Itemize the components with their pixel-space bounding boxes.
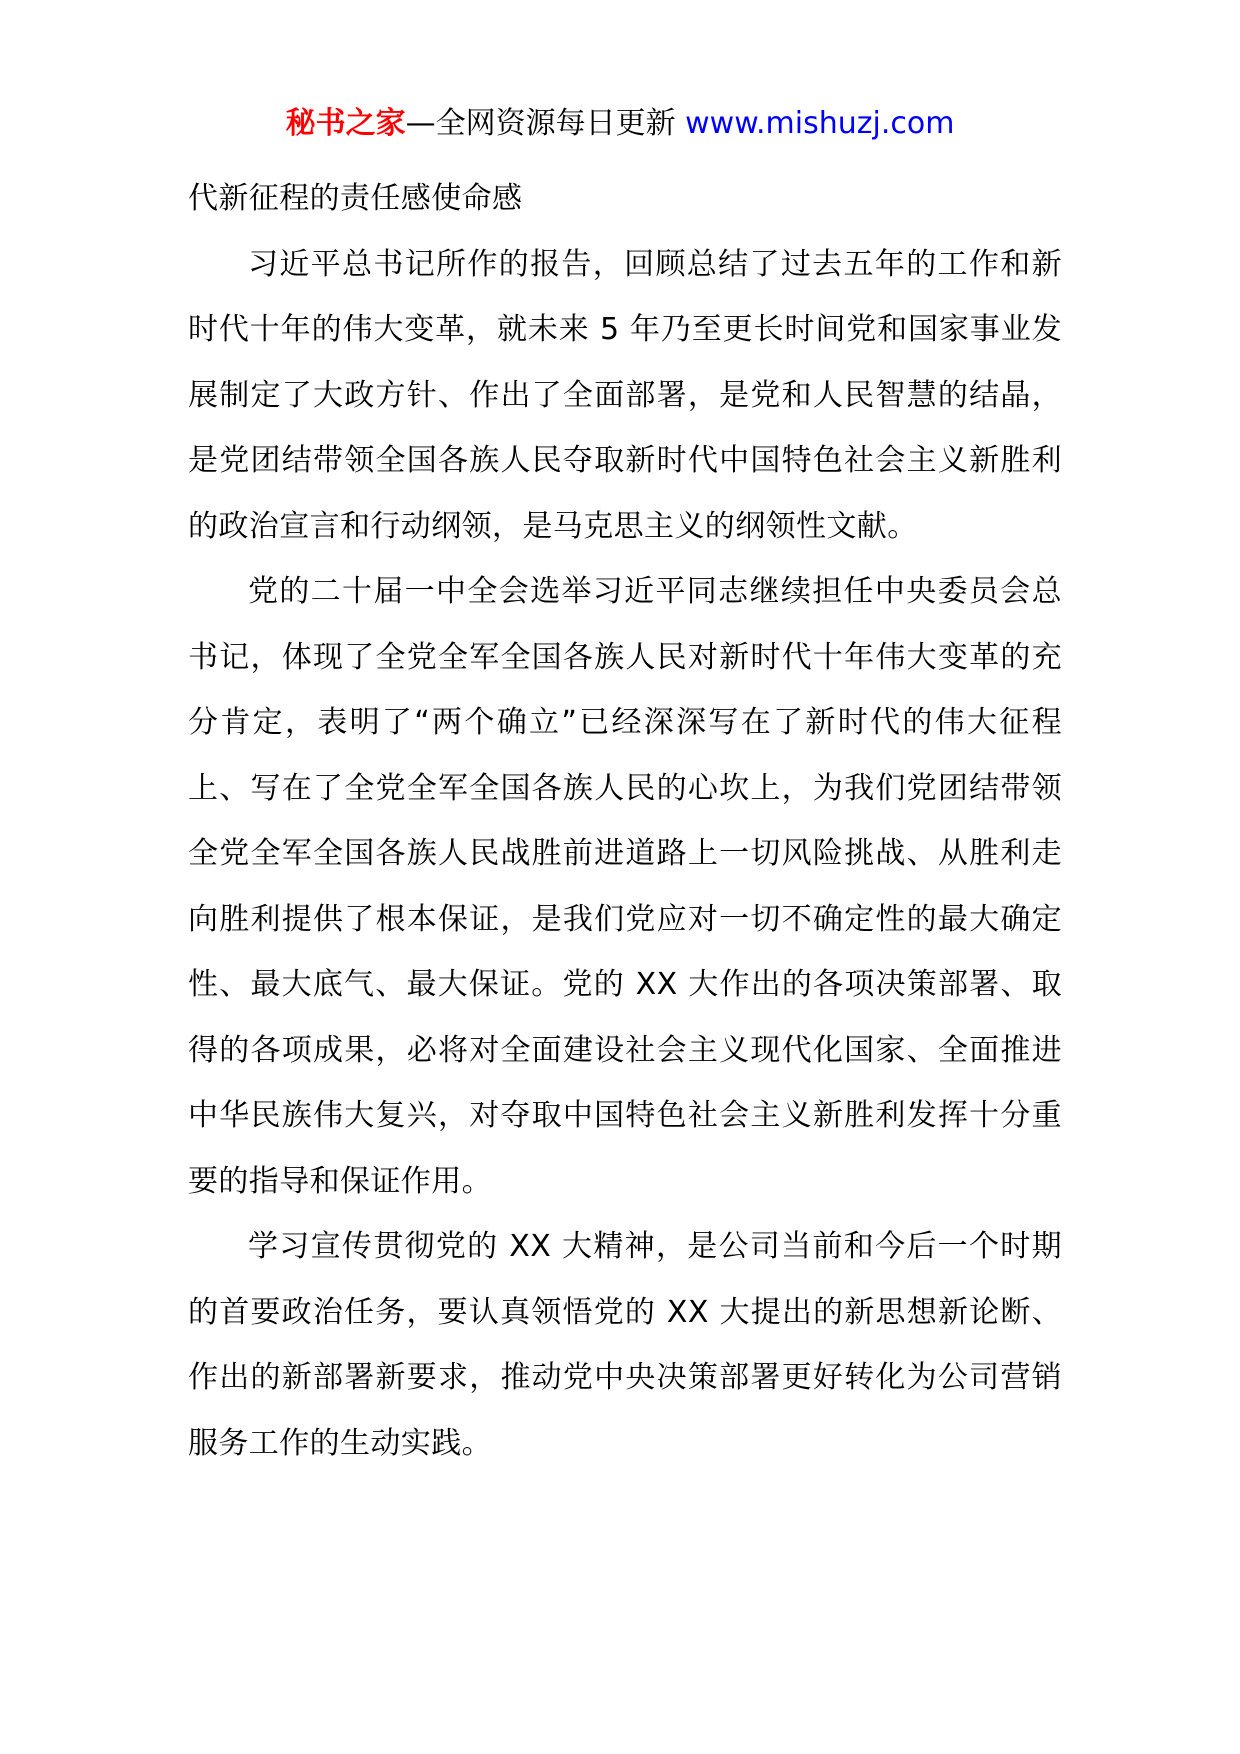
header-tagline: —全网资源每日更新 xyxy=(405,106,676,141)
document-body xyxy=(188,166,1062,1476)
paragraph: 党的二十届一中全会选举习近平同志继续担任中央委员会总书记，体现了全党全军全国各族人民对新时代十年伟大变革的充分肯定，表明了“两个确立”已经深深写在了新时代的伟大征程上、写在了全党全军全国各族人民的心坎上，为我们党团结带领全党全军全国各族人民战胜前进道路上一切风险挑战、从胜利走向胜利提供了根本保证，是我们党应对一切不确定性的最大确定性、最大底气、最大保证。党的 XX 大作出的各项决策部署、取得的各项成果，必将对全面建设社会主义现代化国家、全面推进中华民族伟大复兴，对夺取中国特色社会主义新胜利发挥十分重要的指导和保证作用。 xyxy=(188,574,1062,1199)
header-brand: 秘书之家 xyxy=(285,106,406,141)
paragraph-continuation: 代新征程的责任感使命感 xyxy=(188,181,523,216)
paragraph: 习近平总书记所作的报告，回顾总结了过去五年的工作和新时代十年的伟大变革，就未来 5 年乃至更长时间党和国家事业发展制定了大政方针、作出了全面部署，是党和人民智慧的结晶，是党团结带领全国各族人民夺取新时代中国特色社会主义新胜利的政治宣言和行动纲领，是马克思主义的纲领性文献。 xyxy=(188,246,1062,544)
paragraph: 学习宣传贯彻党的 XX 大精神，是公司当前和今后一个时期的首要政治任务，要认真领悟党的 XX 大提出的新思想新论断、作出的新部署新要求，推动党中央决策部署更好转化为公司营销服务工作的生动实践。 xyxy=(188,1229,1062,1461)
page-header xyxy=(0,102,1240,146)
header-url-link[interactable]: www.mishuzj.com xyxy=(685,106,955,141)
